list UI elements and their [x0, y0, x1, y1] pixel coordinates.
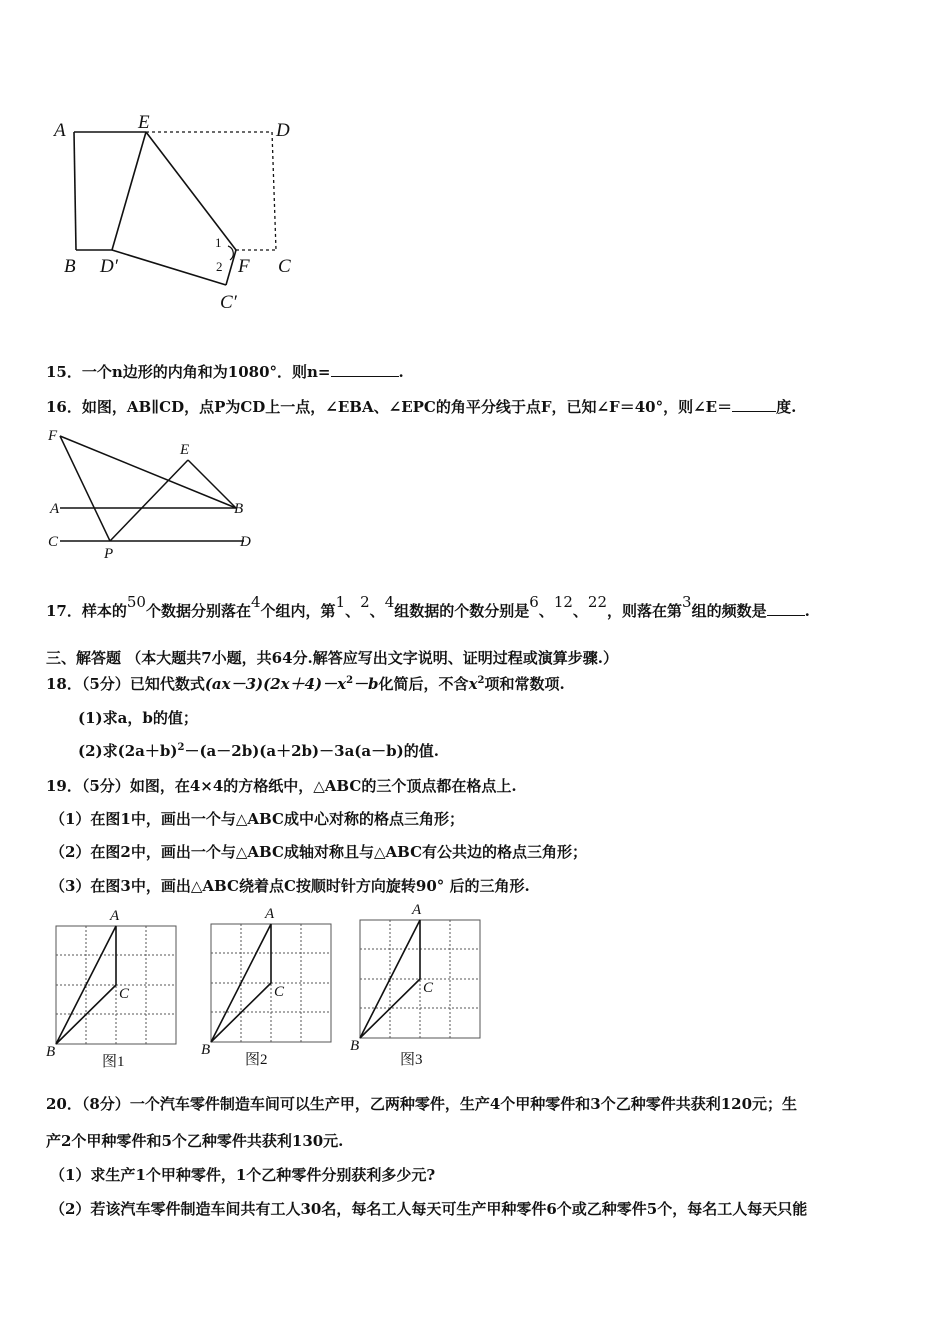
q16-text: 如图，AB∥CD，点P为CD上一点，∠EBA、∠EPC的角平分线于点F，已知∠F＝40°，则∠E＝ [81, 398, 733, 416]
edge-c1f [226, 250, 236, 285]
fig16-label-p: P [104, 546, 114, 562]
question-15 [46, 361, 404, 382]
grid1-label-a: A [110, 908, 120, 924]
edge-d1c1 [112, 250, 226, 285]
question-17 [46, 593, 810, 621]
question-16 [46, 396, 796, 417]
q18-p2-sup: 2 [177, 742, 185, 753]
q17-sep2: 、 [369, 602, 385, 620]
q18-expr-b: －b [353, 675, 379, 693]
fig-grid-3 [348, 898, 498, 1068]
grid3-label-b: B [350, 1038, 360, 1054]
grid2-label-c: C [274, 984, 285, 1000]
q15-number: 15． [46, 363, 82, 381]
fig16-label-b: B [234, 501, 244, 517]
q16-answer-blank[interactable] [732, 411, 776, 412]
q20-part-1: （1）求生产1个甲种零件，1个乙种零件分别获利多少元? [50, 1166, 436, 1184]
grid1-label-c: C [119, 986, 130, 1002]
q19-score: （5分） [81, 777, 130, 795]
q15-end: . [398, 363, 404, 381]
q17-c22: 22 [587, 593, 608, 611]
q18-x: x [468, 675, 478, 693]
q17-number: 17． [46, 602, 82, 620]
q17-g1: 1 [335, 593, 346, 611]
q19-part-2: （2）在图2中，画出一个与△ABC成轴对称且与△ABC有公共边的格点三角形； [50, 843, 588, 861]
fig-parallel-lines [44, 424, 264, 564]
q16-end: 度. [776, 398, 797, 416]
q19-part-1: （1）在图1中，画出一个与△ABC成中心对称的格点三角形； [50, 810, 464, 828]
q20-text-2: 产2个甲种零件和5个乙种零件共获利130元. [46, 1132, 344, 1150]
grid1-label-b: B [46, 1044, 56, 1060]
fig15-label-c1: C′ [220, 292, 237, 313]
q17-p3: 个组内，第 [260, 602, 336, 620]
q16-number: 16． [46, 398, 82, 416]
edge-ab [74, 132, 76, 250]
fig16-label-e: E [180, 442, 190, 458]
fig15-label-b: B [64, 256, 76, 277]
q19-text: 如图，在4×4的方格纸中，△ABC的三个顶点都在格点上. [129, 777, 517, 795]
q18-part-2 [78, 740, 439, 761]
question-20 [46, 1093, 797, 1114]
q19-part-3: （3）在图3中，画出△ABC绕着点C按顺时针方向旋转90° 后的三角形. [50, 877, 530, 895]
q20-part-2: （2）若该汽车零件制造车间共有工人30名，每名工人每天可生产甲种零件6个或乙种零件5个，每名工人每天只能 [50, 1200, 808, 1218]
q18-tail: 项和常数项. [484, 675, 565, 693]
q17-p5: ，则落在第 [607, 602, 683, 620]
question-18 [46, 673, 565, 694]
q17-sep1: 、 [345, 602, 361, 620]
q20-text-1: 一个汽车零件制造车间可以生产甲，乙两种零件，生产4个甲种零件和3个乙种零件共获利120元；生 [129, 1095, 798, 1113]
fig15-label-a: A [54, 120, 66, 141]
segment-fp [60, 436, 110, 541]
fig15-label-d: D [276, 120, 290, 141]
q19-number: 19． [46, 777, 82, 795]
fig15-label-c: C [278, 256, 291, 277]
q18-score: （5分） [81, 675, 130, 693]
segment-eb [188, 460, 236, 508]
grid2-label-a: A [265, 906, 275, 922]
q17-p4: 组数据的个数分别是 [394, 602, 530, 620]
q17-sep4: 、 [572, 602, 588, 620]
q18-sup-2: 2 [477, 675, 485, 686]
q17-n50: 50 [126, 593, 146, 611]
q17-g4: 4 [384, 593, 395, 611]
fig15-label-1: 1 [215, 235, 222, 250]
q17-answer-blank[interactable] [767, 615, 805, 616]
fig15-label-e: E [138, 112, 150, 133]
q18-p2-b: －(a－2b)(a＋2b)－3a(a－b)的值. [184, 742, 439, 760]
q17-n4: 4 [251, 593, 261, 611]
fig-fold-rectangle [40, 110, 320, 325]
fig16-label-a: A [50, 501, 60, 517]
q18-sup-1: 2 [346, 675, 354, 686]
grid3-label-a: A [412, 902, 422, 918]
q18-intro: 已知代数式 [129, 675, 205, 693]
q20-score: （8分） [81, 1095, 130, 1113]
q18-number: 18． [46, 675, 82, 693]
q18-part-1: (1)求a，b的值； [78, 709, 198, 727]
edge-ef [146, 132, 236, 250]
grid2-label-b: B [201, 1042, 211, 1058]
fig15-label-f: F [238, 256, 250, 277]
question-19 [46, 775, 517, 796]
section-3-heading: 三、解答题 （本大题共7小题，共64分.解答应写出文字说明、证明过程或演算步骤.） [46, 649, 618, 667]
q17-p6: 组的频数是 [691, 602, 767, 620]
q17-end: . [804, 602, 810, 620]
dashed-dc [272, 132, 276, 250]
q17-c6: 6 [529, 593, 539, 611]
q17-p1: 样本的 [81, 602, 127, 620]
grid2-caption: 图2 [245, 1052, 268, 1068]
fig16-label-f: F [48, 428, 58, 444]
q15-answer-blank[interactable] [331, 376, 399, 377]
q17-sep3: 、 [538, 602, 554, 620]
fig-grid-2 [199, 902, 349, 1072]
q17-g2: 2 [360, 593, 370, 611]
q15-text: 一个n边形的内角和为1080°．则n= [81, 363, 331, 381]
fig16-label-d: D [240, 534, 251, 550]
grid3-label-c: C [423, 980, 434, 996]
grid3-caption: 图3 [400, 1052, 423, 1068]
angle-arc [228, 246, 233, 260]
q18-after: 化简后，不含 [378, 675, 469, 693]
q17-p2: 个数据分别落在 [145, 602, 251, 620]
fig16-label-c: C [48, 534, 59, 550]
edge-ed1 [112, 132, 146, 250]
q18-expr-a: (ax－3)(2x＋4)－x [204, 675, 347, 693]
q20-number: 20． [46, 1095, 82, 1113]
q17-g3: 3 [682, 593, 692, 611]
q18-p2-a: (2)求(2a＋b) [78, 742, 178, 760]
segment-fb [60, 436, 236, 508]
grid1-caption: 图1 [102, 1054, 125, 1070]
fig15-label-d1: D′ [100, 256, 118, 277]
fig15-label-2: 2 [216, 259, 223, 274]
fig-grid-1 [44, 904, 194, 1074]
q17-c12: 12 [553, 593, 573, 611]
